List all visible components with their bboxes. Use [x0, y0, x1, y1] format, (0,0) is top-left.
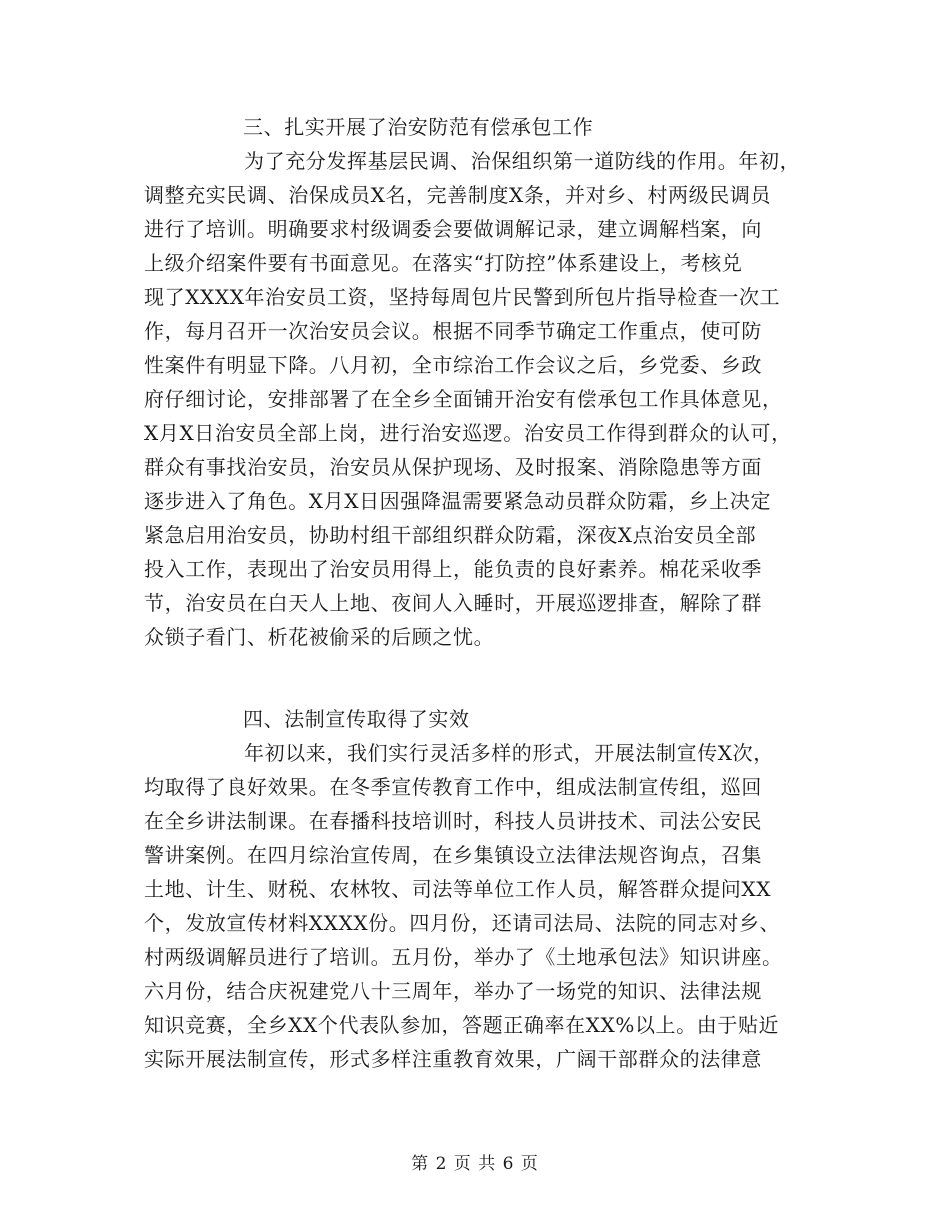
paragraph-line: 实际开展法制宣传，形式多样注重教育效果，广阔干部群众的法律意	[144, 1047, 762, 1071]
paragraph-line: X月X日治安员全部上岗，进行治安巡逻。治安员工作得到群众的认可，	[144, 421, 792, 445]
paragraph-line: 为了充分发挥基层民调、治保组织第一道防线的作用。年初，	[244, 149, 801, 173]
paragraph-line: 警讲案例。在四月综治宣传周，在乡集镇设立法律法规咨询点，召集	[144, 843, 762, 867]
paragraph-line: 在全乡讲法制课。在春播科技培训时，科技人员讲技术、司法公安民	[144, 809, 762, 833]
paragraph-line: 调整充实民调、治保成员X名，完善制度X条，并对乡、村两级民调员	[144, 183, 772, 207]
paragraph-line: 投入工作，表现出了治安员用得上，能负责的良好素养。棉花采收季	[144, 557, 762, 581]
paragraph-line: 进行了培训。明确要求村级调委会要做调解记录，建立调解档案，向	[144, 217, 762, 241]
paragraph-line: 作，每月召开一次治安员会议。根据不同季节确定工作重点，使可防	[144, 319, 762, 343]
paragraph-line: 均取得了良好效果。在冬季宣传教育工作中，组成法制宣传组，巡回	[144, 775, 762, 799]
paragraph-line: 逐步进入了角色。X月X日因强降温需要紧急动员群众防霜，乡上决定	[144, 489, 772, 513]
paragraph-line: 村两级调解员进行了培训。五月份，举办了《土地承包法》知识讲座。	[144, 945, 783, 969]
section-heading-3: 三、扎实开展了治安防范有偿承包工作	[243, 115, 594, 139]
paragraph-line: 上级介绍案件要有书面意见。在落实“打防控”体系建设上，考核兑	[144, 251, 743, 275]
paragraph-line: 府仔细讨论，安排部署了在全乡全面铺开治安有偿承包工作具体意见，	[144, 387, 783, 411]
paragraph-line: 性案件有明显下降。八月初，全市综治工作会议之后，乡党委、乡政	[144, 353, 762, 377]
paragraph-line: 六月份，结合庆祝建党八十三周年，举办了一场党的知识、法律法规	[144, 979, 762, 1003]
paragraph-line: 节，治安员在白天人上地、夜间人入睡时，开展巡逻排查，解除了群	[144, 591, 762, 615]
paragraph-line: 群众有事找治安员，治安员从保护现场、及时报案、消除隐患等方面	[144, 455, 762, 479]
paragraph-line: 个，发放宣传材料XXXX份。四月份，还请司法局、法院的同志对乡、	[144, 911, 781, 935]
section-heading-4: 四、法制宣传取得了实效	[243, 707, 470, 731]
paragraph-line: 知识竞赛，全乡XX个代表队参加，答题正确率在XX%以上。由于贴近	[144, 1013, 780, 1037]
paragraph-line: 紧急启用治安员，协助村组干部组织群众防霜，深夜X点治安员全部	[144, 523, 757, 547]
paragraph-line: 年初以来，我们实行灵活多样的形式，开展法制宣传X次，	[244, 741, 774, 765]
paragraph-line: 土地、计生、财税、农林牧、司法等单位工作人员，解答群众提问XX	[144, 877, 772, 901]
page-footer: 第 2 页 共 6 页	[411, 1154, 539, 1174]
paragraph-line: 现了XXXX年治安员工资，坚持每周包片民警到所包片指导检查一次工	[144, 285, 781, 309]
paragraph-line: 众锁子看门、析花被偷采的后顾之忧。	[144, 625, 495, 649]
